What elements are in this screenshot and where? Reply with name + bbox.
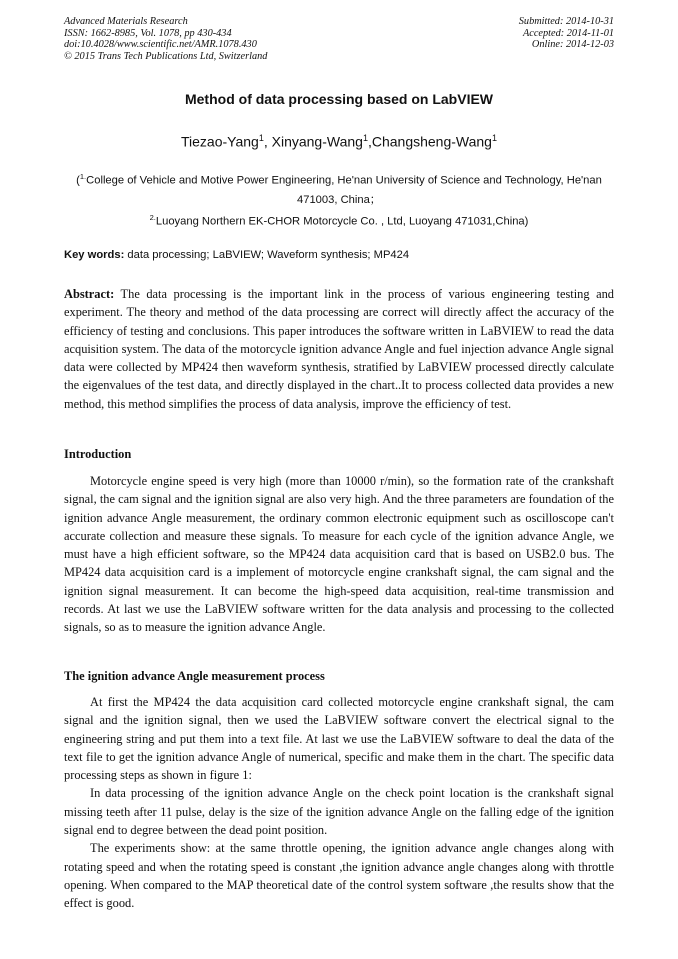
paragraph: Motorcycle engine speed is very high (more than 10000 r/min), so the formation rate of the crankshaft signal, the cam signal and the ignition signal are also very high. And the three parameters are foundation of the ignition advance Angle measurement, the ordinary common electronic equipment such as oscilloscope can't accurate collection and measure these signals. To measure for each cycle of the ignition advance Angle, we must have a high efficient software, so the MP424 data acquisition card that is based on USB2.0 bus. The MP424 data acquisition card is a implement of motorcycle engine crankshaft signal, the cam signal and the ignition signal measurement. It can become the high-speed data acquisition, real-time transmission and records. At last we use the LaBVIEW software written for the data analysis and processing to the collected signals, so as to measure the ignition advance Angle.: [64, 474, 614, 635]
keywords-label: Key words:: [64, 249, 125, 261]
online-date: Online: 2014-12-03: [531, 39, 614, 51]
affiliation-paren: (: [76, 174, 80, 187]
paragraph: In data processing of the ignition advance Angle on the check point location is the crankshaft signal missing teeth after 11 pulse, delay is the size of the ignition advance Angle on the falling edge of the ignition signal end to degree between the dead point position.: [64, 786, 614, 838]
section-introduction: [64, 472, 614, 637]
author-separator: ,: [367, 133, 372, 150]
abstract-text: The data processing is the important link in the process of various engineering testing and experiment. The theory and method of the data processing are correct will directly affect the accuracy of the efficiency of testing and conclusions. This paper introduces the software written in LaBVIEW to read the data acquisition system. The data of the motorcycle ignition advance Angle and fuel injection advance Angle signal data were collected by MP424 then waveform synthesis, stratified by LaBVIEW processed directly calculate the eigenvalues of the test data, and directly displayed in the chart..It to process collected data provides a new method, this method simplifies the process of data analysis, improve the efficiency of test.: [64, 287, 614, 411]
author-3: Changsheng-Wang: [371, 133, 492, 150]
affiliation-2-text: Luoyang Northern EK-CHOR Motorcycle Co. , Ltd, Luoyang 471031,China): [155, 215, 529, 228]
journal-issn: ISSN: 1662-8985, Vol. 1078, pp 430-434: [64, 27, 232, 39]
journal-header: [64, 16, 614, 64]
section-heading-introduction: Introduction: [64, 447, 132, 461]
affiliation-1: [64, 167, 614, 210]
journal-name: Advanced Materials Research: [64, 16, 188, 27]
author-2: Xinyang-Wang: [271, 133, 363, 150]
paper-title: Method of data processing based on LabVIEW: [184, 91, 494, 107]
paragraph: At first the MP424 the data acquisition card collected motorcycle engine crankshaft signal, the cam signal and the ignition signal, then we used the LaBVIEW software convert the electrical signal to the engineering string and put them into a text file. At last we use the LaBVIEW software to deal the data of the text file to get the ignition advance Angle of numerical, specific and make them in the chart. The specific data processing steps as shown in figure 1:: [64, 695, 614, 783]
abstract: [64, 285, 614, 413]
paragraph: The experiments show: at the same throttle opening, the ignition advance angle changes along with rotating speed and when the rotating speed is constant ,the ignition advance angle changes along with throttle opening. When compared to the MAP theoretical date of the control system software ,the results show that the effect is good.: [64, 841, 614, 911]
affiliation-2: [64, 208, 614, 232]
author-list: [0, 133, 678, 150]
section-measurement: [64, 693, 614, 913]
journal-copyright: © 2015 Trans Tech Publications Ltd, Switzerland: [64, 50, 268, 62]
abstract-label: Abstract:: [64, 287, 115, 301]
submission-dates: [519, 16, 614, 51]
journal-doi[interactable]: doi:10.4028/www.scientific.net/AMR.1078.430: [64, 39, 257, 51]
author-separator: ,: [263, 133, 272, 150]
affiliation-2-mark: 2.: [149, 213, 156, 222]
journal-info: [64, 16, 267, 62]
keywords-text: data processing; LaBVIEW; Waveform synthesis; MP424: [124, 249, 410, 261]
author-2-affil: 1: [362, 133, 368, 143]
keywords: [64, 249, 614, 261]
section-heading-measurement: The ignition advance Angle measurement process: [64, 669, 325, 683]
affiliation-1-mark: 1.: [79, 172, 87, 181]
accepted-date: Accepted: 2014-11-01: [522, 27, 614, 39]
author-3-affil: 1: [491, 133, 497, 143]
affiliation-1-text: College of Vehicle and Motive Power Engineering, He'nan University of Science and Technology, He'nan 471003, China；: [86, 174, 602, 206]
submitted-date: Submitted: 2014-10-31: [518, 16, 614, 27]
author-1: Tiezao-Yang: [181, 133, 259, 150]
author-1-affil: 1: [258, 133, 264, 143]
